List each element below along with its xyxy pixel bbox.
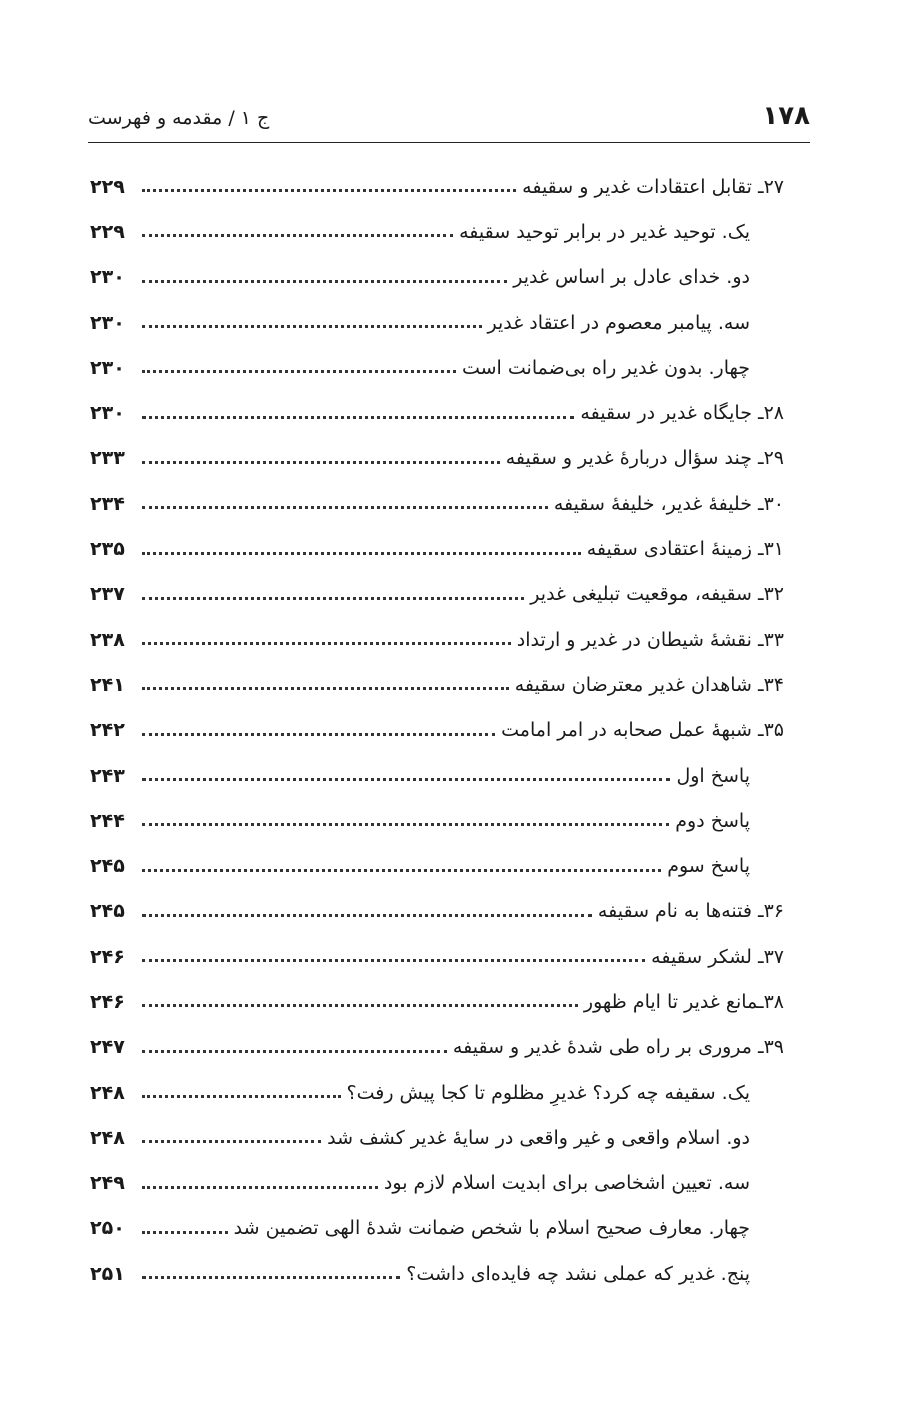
toc-entry-page-number: ۲۳۰ — [90, 266, 125, 289]
toc-entry-title: سه. تعیین اشخاصی برای ابدیت اسلام لازم بود — [383, 1172, 750, 1195]
toc-entry — [90, 753, 784, 798]
toc-entry — [90, 662, 784, 707]
toc-entry — [90, 889, 784, 934]
toc-leader-dots — [142, 597, 524, 600]
toc-entry-title: پاسخ اول — [676, 764, 750, 787]
toc-entry-page-number: ۲۳۰ — [90, 356, 125, 379]
toc-entry-title: یک. توحید غدیر در برابر توحید سقیفه — [459, 220, 750, 243]
header-divider — [88, 142, 810, 143]
toc-leader-dots — [142, 959, 645, 962]
toc-entry-page-number: ۲۴۵ — [90, 900, 125, 923]
toc-entry — [90, 1206, 784, 1251]
toc-leader-dots — [142, 1004, 578, 1007]
table-of-contents — [90, 164, 784, 1296]
toc-entry-title: ۳۲ـ سقیفه، موقعیت تبلیغی غدیر — [530, 583, 784, 606]
toc-entry — [90, 1115, 784, 1160]
toc-leader-dots — [142, 1140, 321, 1143]
toc-leader-dots — [142, 552, 581, 555]
toc-leader-dots — [142, 869, 661, 872]
toc-entry — [90, 1251, 784, 1296]
toc-entry-page-number: ۲۳۵ — [90, 538, 125, 561]
toc-entry-title: ۳۳ـ نقشهٔ شیطان در غدیر و ارتداد — [516, 628, 784, 651]
toc-entry-page-number: ۲۲۹ — [90, 220, 125, 243]
page-header — [88, 96, 810, 136]
toc-leader-dots — [142, 234, 453, 237]
page-number: ۱۷۸ — [762, 101, 810, 131]
toc-entry — [90, 798, 784, 843]
toc-entry-title: ۳۵ـ شبههٔ عمل صحابه در امر امامت — [501, 719, 784, 742]
toc-leader-dots — [142, 461, 500, 464]
toc-entry — [90, 843, 784, 888]
toc-leader-dots — [142, 370, 456, 373]
toc-entry-page-number: ۲۳۰ — [90, 402, 125, 425]
running-title: ج ۱ / مقدمه و فهرست — [88, 107, 270, 129]
toc-entry-page-number: ۲۴۳ — [90, 764, 125, 787]
toc-entry-page-number: ۲۳۳ — [90, 447, 125, 470]
toc-entry — [90, 979, 784, 1024]
toc-entry-title: دو. اسلام واقعی و غیر واقعی در سایهٔ غدیر کشف شد — [327, 1126, 750, 1149]
toc-entry-title: ۳۱ـ زمینهٔ اعتقادی سقیفه — [586, 538, 784, 561]
toc-leader-dots — [142, 778, 670, 781]
toc-entry-title: ۳۴ـ شاهدان غدیر معترضان سقیفه — [514, 673, 784, 696]
toc-entry-page-number: ۲۴۸ — [90, 1126, 125, 1149]
toc-entry-page-number: ۲۴۵ — [90, 855, 125, 878]
toc-entry-title: ۳۰ـ خلیفهٔ غدیر، خلیفهٔ سقیفه — [553, 492, 784, 515]
toc-entry-page-number: ۲۴۲ — [90, 719, 125, 742]
toc-entry-page-number: ۲۳۸ — [90, 628, 125, 651]
toc-leader-dots — [142, 914, 592, 917]
toc-entry-page-number: ۲۴۹ — [90, 1172, 125, 1195]
toc-leader-dots — [142, 1050, 447, 1053]
toc-entry-page-number: ۲۴۶ — [90, 990, 125, 1013]
toc-entry-title: ۳۹ـ مروری بر راه طی شدهٔ غدیر و سقیفه — [452, 1036, 784, 1059]
toc-entry — [90, 526, 784, 571]
toc-entry — [90, 708, 784, 753]
toc-entry-title: ۲۹ـ چند سؤال دربارهٔ غدیر و سقیفه — [505, 447, 784, 470]
toc-entry — [90, 572, 784, 617]
toc-leader-dots — [142, 642, 511, 645]
toc-leader-dots — [142, 416, 574, 419]
toc-entry-title: چهار. معارف صحیح اسلام با شخص ضمانت شدهٔ الهی تضمین شد — [233, 1217, 750, 1240]
toc-entry-page-number: ۲۴۸ — [90, 1081, 125, 1104]
toc-entry — [90, 300, 784, 345]
toc-entry-title: سه. پیامبر معصوم در اعتقاد غدیر — [487, 311, 750, 334]
toc-entry — [90, 1070, 784, 1115]
toc-leader-dots — [142, 189, 516, 192]
toc-entry-page-number: ۲۳۴ — [90, 492, 125, 515]
toc-entry — [90, 1161, 784, 1206]
toc-entry-title: یک. سقیفه چه کرد؟ غدیرِ مظلوم تا کجا پیش رفت؟ — [346, 1081, 750, 1104]
toc-entry-page-number: ۲۴۱ — [90, 673, 125, 696]
toc-leader-dots — [142, 1231, 228, 1234]
toc-entry-page-number: ۲۵۱ — [90, 1262, 125, 1285]
toc-entry-title: پاسخ دوم — [675, 809, 750, 832]
toc-entry-page-number: ۲۲۹ — [90, 175, 125, 198]
toc-entry — [90, 209, 784, 254]
toc-leader-dots — [142, 280, 507, 283]
toc-entry-title: پنج. غدیر که عملی نشد چه فایده‌ای داشت؟ — [406, 1262, 750, 1285]
toc-entry-page-number: ۲۴۴ — [90, 809, 125, 832]
toc-leader-dots — [142, 325, 482, 328]
toc-entry-page-number: ۲۳۷ — [90, 583, 125, 606]
toc-entry-page-number: ۲۳۰ — [90, 311, 125, 334]
toc-entry — [90, 934, 784, 979]
toc-entry — [90, 1025, 784, 1070]
toc-entry — [90, 345, 784, 390]
toc-entry — [90, 255, 784, 300]
toc-leader-dots — [142, 823, 669, 826]
toc-entry-title: ۳۶ـ فتنه‌ها به نام سقیفه — [597, 900, 784, 923]
toc-entry-title: ۲۸ـ جایگاه غدیر در سقیفه — [580, 402, 784, 425]
toc-leader-dots — [142, 506, 548, 509]
toc-leader-dots — [142, 1276, 400, 1279]
toc-entry — [90, 481, 784, 526]
toc-leader-dots — [142, 733, 495, 736]
toc-entry — [90, 617, 784, 662]
toc-entry-title: ۳۷ـ لشکر سقیفه — [651, 945, 784, 968]
toc-entry-title: ۳۸ـمانع غدیر تا ایام ظهور — [583, 990, 784, 1013]
toc-entry — [90, 164, 784, 209]
toc-entry — [90, 436, 784, 481]
toc-leader-dots — [142, 687, 509, 690]
toc-entry-title: چهار. بدون غدیر راه بی‌ضمانت است — [461, 356, 750, 379]
toc-entry-title: دو. خدای عادل بر اساس غدیر — [513, 266, 750, 289]
toc-leader-dots — [142, 1186, 378, 1189]
toc-entry-page-number: ۲۵۰ — [90, 1217, 125, 1240]
toc-entry-title: ۲۷ـ تقابل اعتقادات غدیر و سقیفه — [522, 175, 784, 198]
toc-entry — [90, 390, 784, 435]
toc-entry-page-number: ۲۴۷ — [90, 1036, 125, 1059]
toc-entry-title: پاسخ سوم — [667, 855, 750, 878]
toc-leader-dots — [142, 1095, 341, 1098]
toc-entry-page-number: ۲۴۶ — [90, 945, 125, 968]
